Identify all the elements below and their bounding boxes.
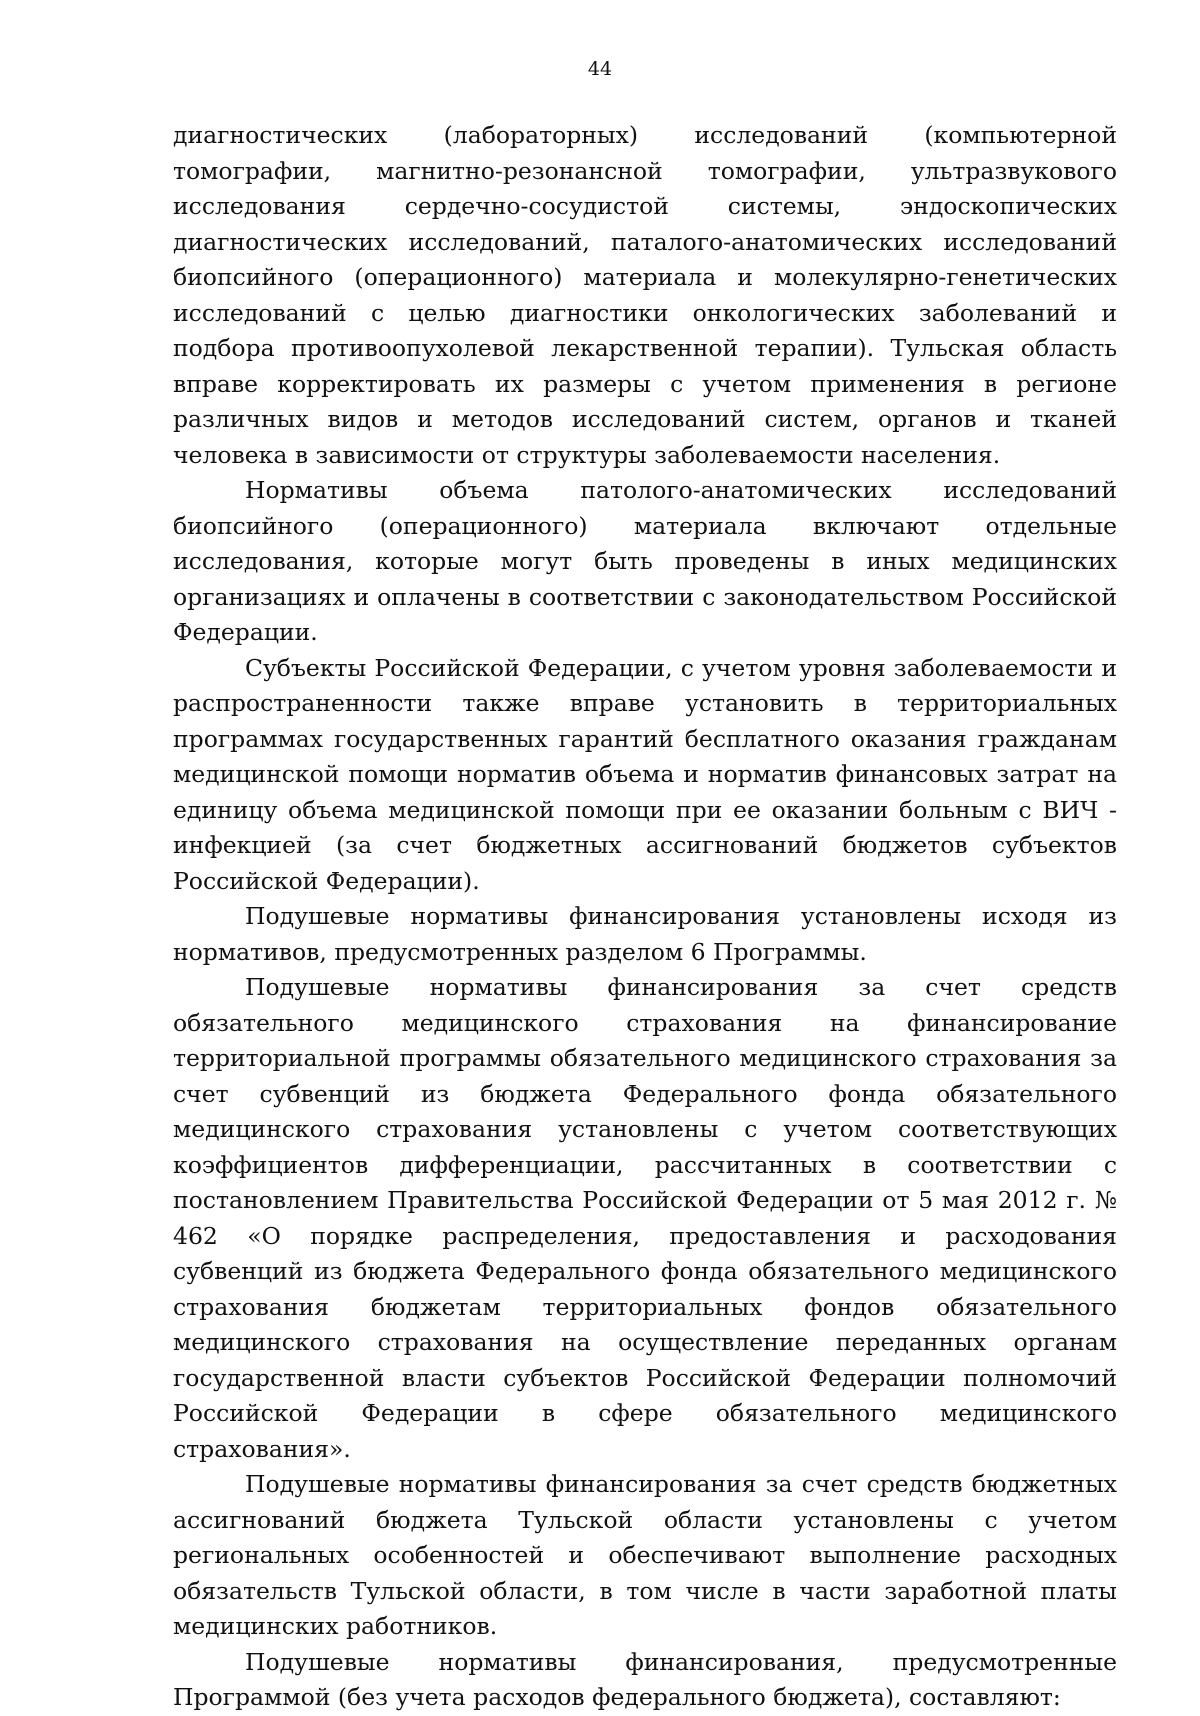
paragraph-hiv-norms: Субъекты Российской Федерации, с учетом уровня заболеваемости и распространенности также вправе установить в территориальных программах государственных гарантий бесплатного оказания гражданам медицинской помощи норматив объема и норматив финансовых затрат на единицу объема медицинской помощи при ее оказании больным с ВИЧ - инфекцией (за счет бюджетных ассигнований бюджетов субъектов Российской Федерации).: [173, 653, 1117, 895]
paragraph-oms-per-capita: Подушевые нормативы финансирования за счет средств обязательного медицинского страхования на финансирование территориальной программы обязательного медицинского страхования за счет субвенций из бюджета Федерального фонда обязательного медицинского страхования установлены с учетом соответствующих коэффициентов дифференциации, рассчитанных в соответствии с постановлением Правительства Российской Федерации от 5 мая 2012 г. № 462 «О порядке распределения, предоставления и расходования субвенций из бюджета Федерального фонда обязательного медицинского страхования бюджетам территориальных фондов обязательного медицинского страхования на осуществление переданных органам государственной власти субъектов Российской Федерации полномочий Российской Федерации в сфере обязательного медицинского страхования».: [173, 973, 1117, 1463]
page-number: 44: [587, 58, 613, 80]
paragraph-per-capita-basis: Подушевые нормативы финансирования установлены исходя из нормативов, предусмотренных разделом 6 Программы.: [173, 902, 1117, 966]
paragraph-budget-per-capita: Подушевые нормативы финансирования за счет средств бюджетных ассигнований бюджета Тульской области установлены с учетом региональных особенностей и обеспечивают выполнение расходных обязательств Тульской области, в том числе в части заработной платы медицинских работников.: [173, 1470, 1117, 1640]
paragraph-per-capita-summary: Подушевые нормативы финансирования, предусмотренные Программой (без учета расходов федерального бюджета), составляют:: [173, 1647, 1117, 1711]
paragraph-pathology-norms: Нормативы объема патолого-анатомических исследований биопсийного (операционного) материала включают отдельные исследования, которые могут быть проведены в иных медицинских организациях и оплачены в соответствии с законодательством Российской Федерации.: [173, 476, 1117, 646]
document-body: [173, 118, 1117, 1716]
paragraph-continuation: диагностических (лабораторных) исследований (компьютерной томографии, магнитно-резонансной томографии, ультразвукового исследования сердечно-сосудистой системы, эндоскопических диагностических исследований, паталого-анатомических исследований биопсийного (операционного) материала и молекулярно-генетических исследований с целью диагностики онкологических заболеваний и подбора противоопухолевой лекарственной терапии). Тульская область вправе корректировать их размеры с учетом применения в регионе различных видов и методов исследований систем, органов и тканей человека в зависимости от структуры заболеваемости населения.: [173, 121, 1117, 469]
